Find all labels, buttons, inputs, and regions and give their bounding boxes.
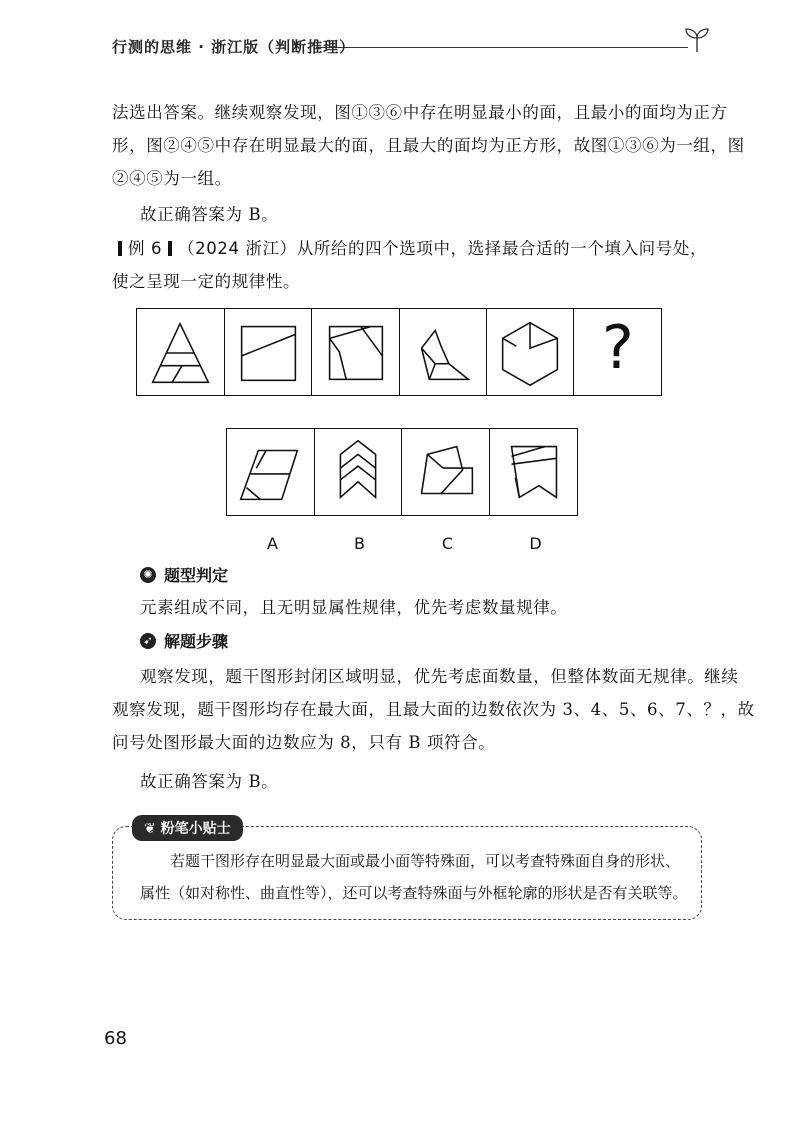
option-label-a: A — [267, 534, 278, 553]
example-question-text-1: 从所给的四个选项中，选择最合适的一个填入问号处， — [296, 239, 708, 258]
stem-figures — [138, 308, 662, 396]
option-figure-d[interactable] — [489, 428, 578, 516]
question-cell — [573, 308, 662, 396]
example-bar-left — [118, 241, 122, 256]
sprout-icon — [682, 24, 712, 54]
example-bar-right — [168, 241, 172, 256]
option-label-d: D — [529, 534, 542, 553]
steps-line-1: 观察发现，题干图形封闭区域明显，优先考虑面数量，但整体数面无规律。继续 — [140, 667, 739, 686]
tip-tab — [132, 815, 243, 841]
steps-section-title: 解题步骤 — [164, 632, 229, 651]
example-source: （2024 浙江） — [178, 239, 297, 258]
steps-line-2: 观察发现，题干图形均存在最大面，且最大面的边数依次为 3、4、5、6、7、？，故 — [112, 700, 755, 719]
tip-line-1: 若题干图形存在明显最大面或最小面等特殊面，可以考查特殊面自身的形状、 — [170, 852, 681, 870]
stem-figure-4 — [399, 308, 488, 396]
tip-line-2: 属性（如对称性、曲直性等），还可以考查特殊面与外框轮廓的形状是否有关联等。 — [140, 884, 688, 902]
running-header: 行测的思维 · 浙江版（判断推理） — [112, 38, 356, 56]
sprout-small-icon: ❦ — [144, 821, 161, 837]
tip-title: 粉笔小贴士 — [160, 821, 231, 837]
header-rule — [316, 47, 688, 48]
stem-figure-5 — [486, 308, 575, 396]
stem-figure-1 — [136, 308, 225, 396]
example-question-line-1 — [112, 232, 707, 265]
intro-line-3: ②④⑤为一组。 — [112, 169, 232, 188]
type-section-heading — [140, 563, 228, 586]
option-figure-a[interactable] — [226, 428, 315, 516]
option-label-b: B — [354, 534, 365, 553]
stem-figure-2 — [224, 308, 313, 396]
intro-answer: 故正确答案为 B。 — [140, 205, 279, 224]
example-question-line-2: 使之呈现一定的规律性。 — [112, 272, 301, 291]
steps-section-heading — [140, 629, 228, 652]
intro-line-1: 法选出答案。继续观察发现，图①③⑥中存在明显最小的面，且最小的面均为正方 — [112, 103, 728, 122]
option-figure-b[interactable] — [314, 428, 403, 516]
page-number: 68 — [104, 1028, 127, 1049]
option-figures — [228, 428, 578, 516]
question-mark: ? — [602, 313, 634, 383]
steps-answer: 故正确答案为 B。 — [140, 772, 279, 791]
option-figure-c[interactable] — [401, 428, 490, 516]
example-label: 例 6 — [128, 239, 163, 258]
type-section-title: 题型判定 — [164, 566, 229, 585]
steps-line-3: 问号处图形最大面的边数应为 8，只有 B 项符合。 — [112, 733, 496, 752]
sun-icon: ✺ — [140, 567, 156, 583]
steps-icon: ➹ — [140, 633, 156, 649]
intro-line-2: 形，图②④⑤中存在明显最大的面，且最大的面均为正方形，故图①③⑥为一组，图 — [112, 136, 745, 155]
stem-figure-3 — [311, 308, 400, 396]
option-label-c: C — [441, 534, 454, 553]
type-section-text: 元素组成不同，且无明显属性规律，优先考虑数量规律。 — [140, 598, 568, 617]
